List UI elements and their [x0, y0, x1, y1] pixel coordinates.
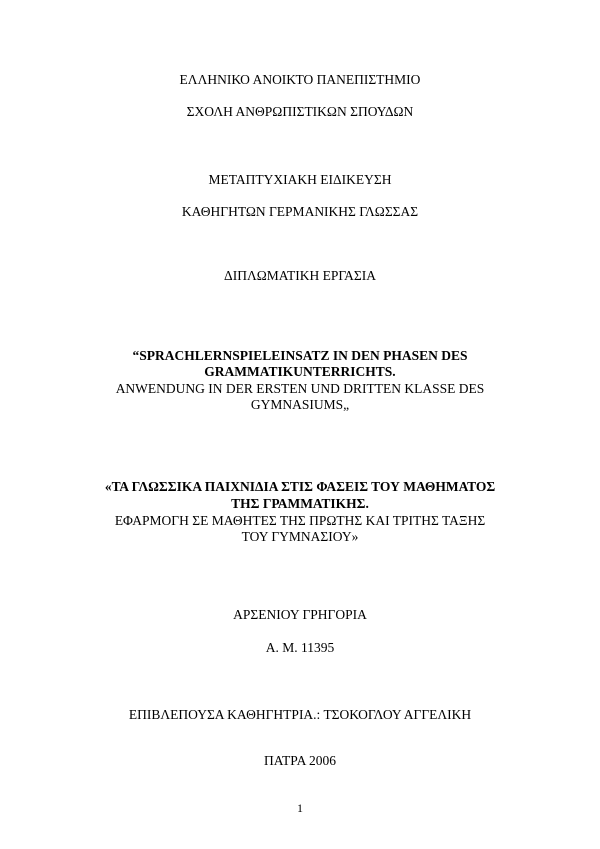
student-id: Α. Μ. 11395: [265, 640, 335, 655]
title-el-line-1: «ΤΑ ΓΛΩΣΣΙΚΑ ΠΑΙΧΝΙΔΙΑ ΣΤΙΣ ΦΑΣΕΙΣ ΤΟΥ ΜΑΘΗΜΑΤΟΣ: [104, 479, 496, 494]
title-de-line-1: “SPRACHLERNSPIELEINSATZ IN DEN PHASEN DES: [132, 348, 468, 363]
title-el-line-3: ΕΦΑΡΜΟΓΗ ΣΕ ΜΑΘΗΤΕΣ ΤΗΣ ΠΡΩΤΗΣ ΚΑΙ ΤΡΙΤΗΣ ΤΑΞΗΣ: [114, 513, 486, 528]
title-de-line-4: GYMNASIUMS„: [250, 397, 350, 412]
title-de-line-3: ANWENDUNG IN DER ERSTEN UND DRITTEN KLASSE DES: [115, 381, 485, 396]
page-number: 1: [297, 801, 303, 815]
document-type: ΔΙΠΛΩΜΑΤΙΚΗ ΕΡΓΑΣΙΑ: [224, 268, 376, 283]
university-name: ΕΛΛΗΝΙΚΟ ΑΝΟΙΚΤΟ ΠΑΝΕΠΙΣΤΗΜΙΟ: [179, 72, 421, 87]
programme-line-1: ΜΕΤΑΠΤΥΧΙΑΚΗ ΕΙΔΙΚΕΥΣΗ: [208, 172, 392, 187]
title-el-line-4: ΤΟΥ ΓΥΜΝΑΣΙΟΥ»: [241, 529, 359, 544]
author-name: ΑΡΣΕΝΙΟΥ ΓΡΗΓΟΡΙΑ: [233, 607, 367, 622]
title-de-line-2: GRAMMATIKUNTERRICHTS.: [204, 364, 396, 379]
programme-line-2: ΚΑΘΗΓΗΤΩΝ ΓΕΡΜΑΝΙΚΗΣ ΓΛΩΣΣΑΣ: [181, 204, 419, 219]
school-name: ΣΧΟΛΗ ΑΝΘΡΩΠΙΣΤΙΚΩΝ ΣΠΟΥΔΩΝ: [186, 104, 414, 119]
place-year: ΠΑΤΡΑ 2006: [264, 753, 336, 768]
title-el-line-2: ΤΗΣ ΓΡΑΜΜΑΤΙΚΗΣ.: [231, 496, 369, 511]
supervisor: ΕΠΙΒΛΕΠΟΥΣΑ ΚΑΘΗΓΗΤΡΙΑ.: ΤΣΟΚΟΓΛΟΥ ΑΓΓΕΛΙΚΗ: [128, 707, 472, 722]
